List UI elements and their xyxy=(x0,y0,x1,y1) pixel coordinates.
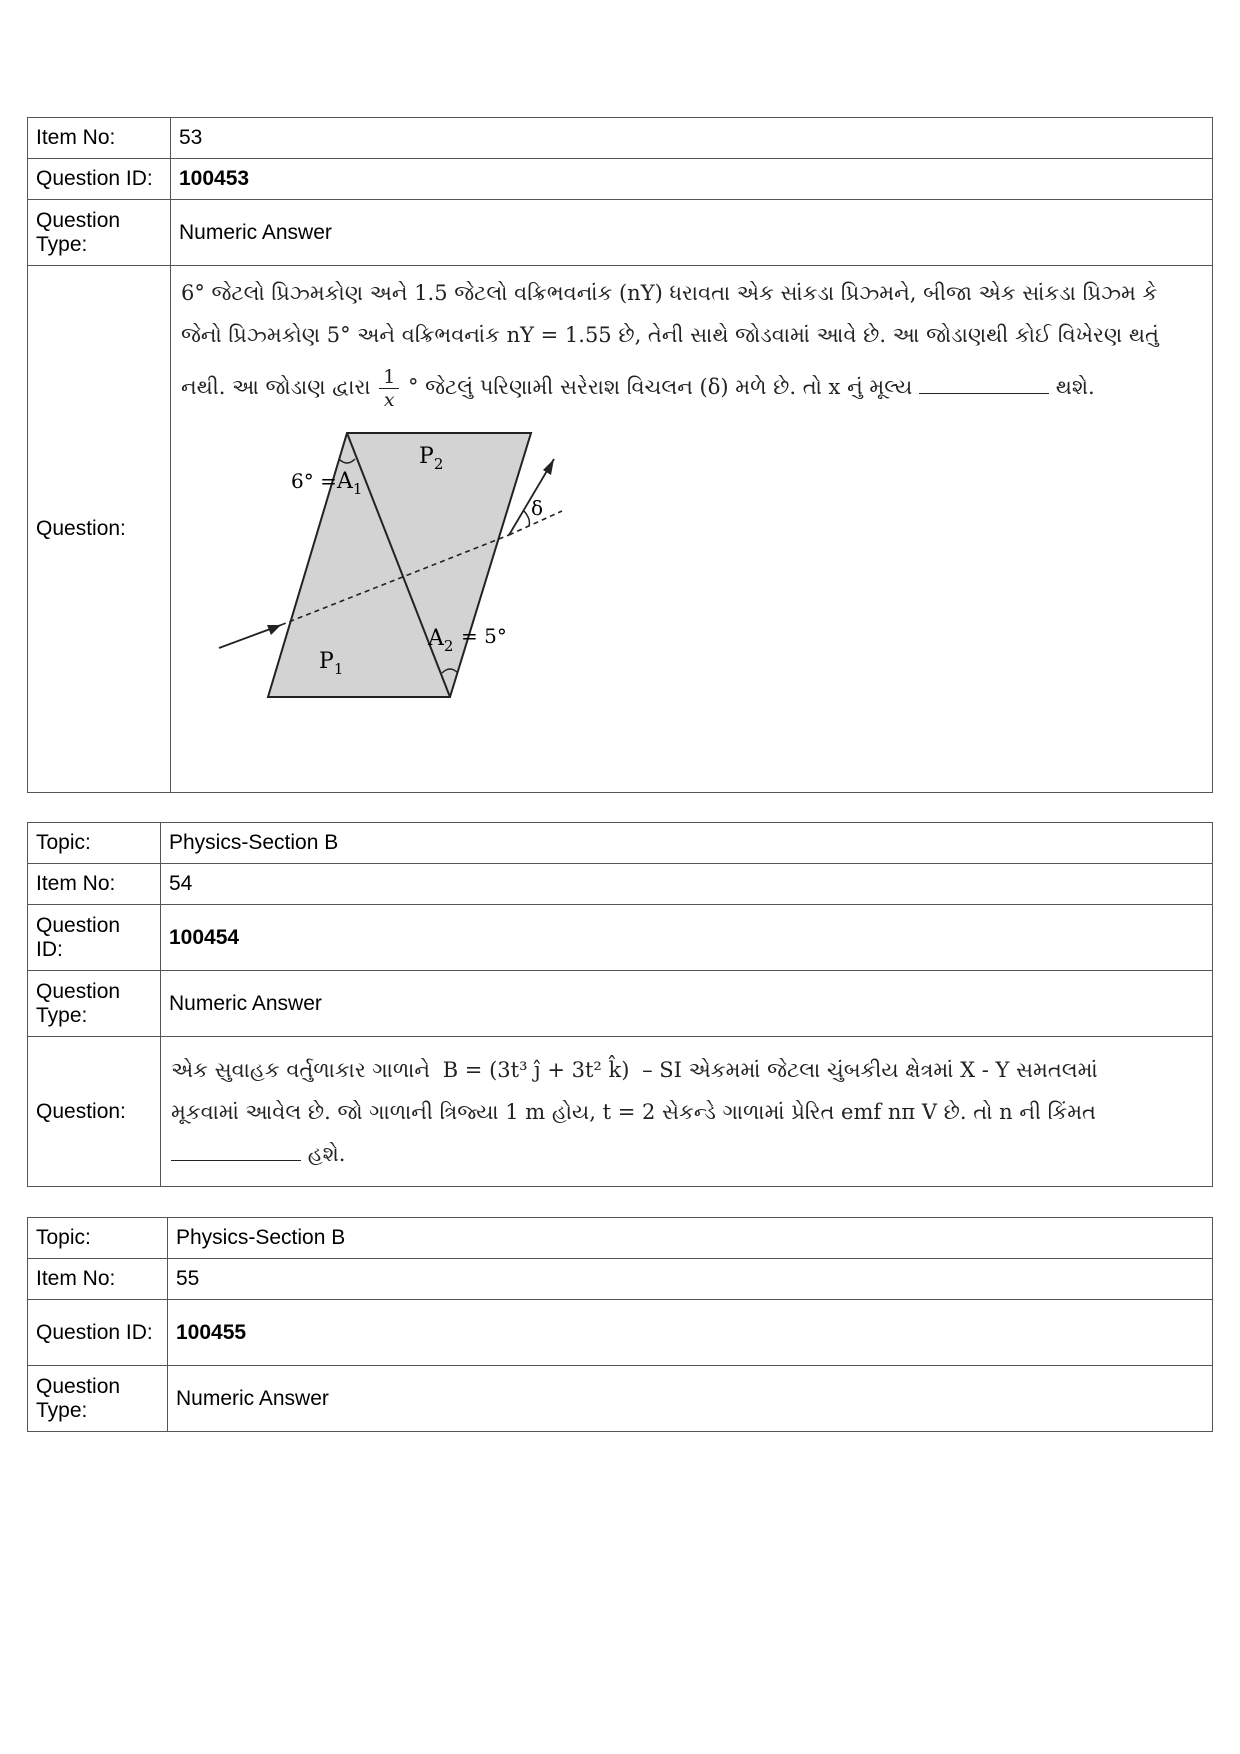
delta-arc xyxy=(524,511,529,526)
question-table-54 xyxy=(27,822,1213,1187)
question-id-value: 100453 xyxy=(171,159,1213,200)
question-line-1-start: એક સુવાહક વર્તુળાકાર ગાળાને xyxy=(171,1057,431,1082)
topic-value: Physics-Section B xyxy=(161,823,1213,864)
question-type-label: Question Type: xyxy=(28,971,161,1037)
topic-label: Topic: xyxy=(28,1218,168,1259)
prism-diagram xyxy=(179,423,599,743)
question-type-label: Question Type: xyxy=(28,200,171,266)
question-line-3-end: હશે. xyxy=(307,1141,346,1166)
question-id-value: 100455 xyxy=(168,1300,1213,1366)
question-table-55 xyxy=(27,1217,1213,1432)
question-line-3-mid: ° જેટલું પરિણામી સરેરાશ વિચલન (δ) મળે છે. તો x નું મૂલ્ય xyxy=(407,375,913,399)
question-type-label: Question Type: xyxy=(28,1366,168,1432)
question-text xyxy=(171,266,1212,417)
topic-label: Topic: xyxy=(28,823,161,864)
fraction xyxy=(379,366,399,411)
fraction-denominator: x xyxy=(383,389,395,411)
label-a2: $A_2$ xyxy=(428,626,454,655)
question-line-1: 6° જેટલો પ્રિઝ્મકોણ અને 1.5 જેટલો વક્રિભવનાંક (nY) ધરાવતા એક સાંકડા પ્રિઝ્મને, બીજા એક સાંકડા પ્રિઝ્મ કે xyxy=(181,281,1158,305)
question-line-2: મૂકવામાં આવેલ છે. જો ગાળાની ત્રિજ્યા 1 m હોય, t = 2 સેકન્ડે ગાળામાં પ્રેરિત emf nπ V છે. તો n ની કિંમત xyxy=(171,1099,1096,1124)
label-a1: $A_1$ xyxy=(337,469,363,498)
label-p2: $P_2$ xyxy=(419,444,444,473)
topic-value: Physics-Section B xyxy=(168,1218,1213,1259)
question-line-1-end: – SI એકમમાં જેટલા ચુંબકીય ક્ષેત્રમાં X - Y સમતલમાં xyxy=(642,1057,1098,1082)
label-a1-angle: 6° = xyxy=(291,469,337,493)
question-id-label: Question ID: xyxy=(28,1300,168,1366)
question-line-2: જેનો પ્રિઝ્મકોણ 5° અને વક્રિભવનાંક nY = 1.55 છે, તેની સાથે જોડવામાં આવે છે. આ જોડાણથી કોઈ વિખેરણ થતું xyxy=(181,323,1159,347)
question-text xyxy=(161,1037,1213,1187)
answer-blank xyxy=(171,1142,301,1161)
question-line-3-start: નથી. આ જોડાણ દ્વારા xyxy=(181,375,371,399)
magnetic-field-formula: B = (3t³ ĵ + 3t² k̂) xyxy=(442,1057,630,1082)
item-no-label: Item No: xyxy=(28,118,171,159)
label-p1: $P_1$ xyxy=(319,649,344,678)
question-id-label: Question ID: xyxy=(28,905,161,971)
question-line-1 xyxy=(171,1049,1202,1091)
item-no-label: Item No: xyxy=(28,1259,168,1300)
item-no-value: 55 xyxy=(168,1259,1213,1300)
question-line-3 xyxy=(171,1133,1202,1175)
label-a2-angle: = 5° xyxy=(461,624,507,648)
emergent-ray-arrow xyxy=(543,459,554,475)
item-no-label: Item No: xyxy=(28,864,161,905)
answer-blank xyxy=(919,375,1049,394)
question-line-3-end: થશે. xyxy=(1055,375,1095,399)
question-label: Question: xyxy=(28,1037,161,1187)
question-type-value: Numeric Answer xyxy=(168,1366,1213,1432)
question-table-53 xyxy=(27,117,1213,793)
question-line-3 xyxy=(181,366,1202,411)
question-id-label: Question ID: xyxy=(28,159,171,200)
label-delta: δ xyxy=(531,496,544,520)
question-type-value: Numeric Answer xyxy=(161,971,1213,1037)
incident-ray-arrow xyxy=(267,625,281,635)
question-id-value: 100454 xyxy=(161,905,1213,971)
item-no-value: 53 xyxy=(171,118,1213,159)
question-body xyxy=(171,266,1213,793)
question-label: Question: xyxy=(28,266,171,793)
question-type-value: Numeric Answer xyxy=(171,200,1213,266)
item-no-value: 54 xyxy=(161,864,1213,905)
fraction-numerator: 1 xyxy=(379,366,399,389)
